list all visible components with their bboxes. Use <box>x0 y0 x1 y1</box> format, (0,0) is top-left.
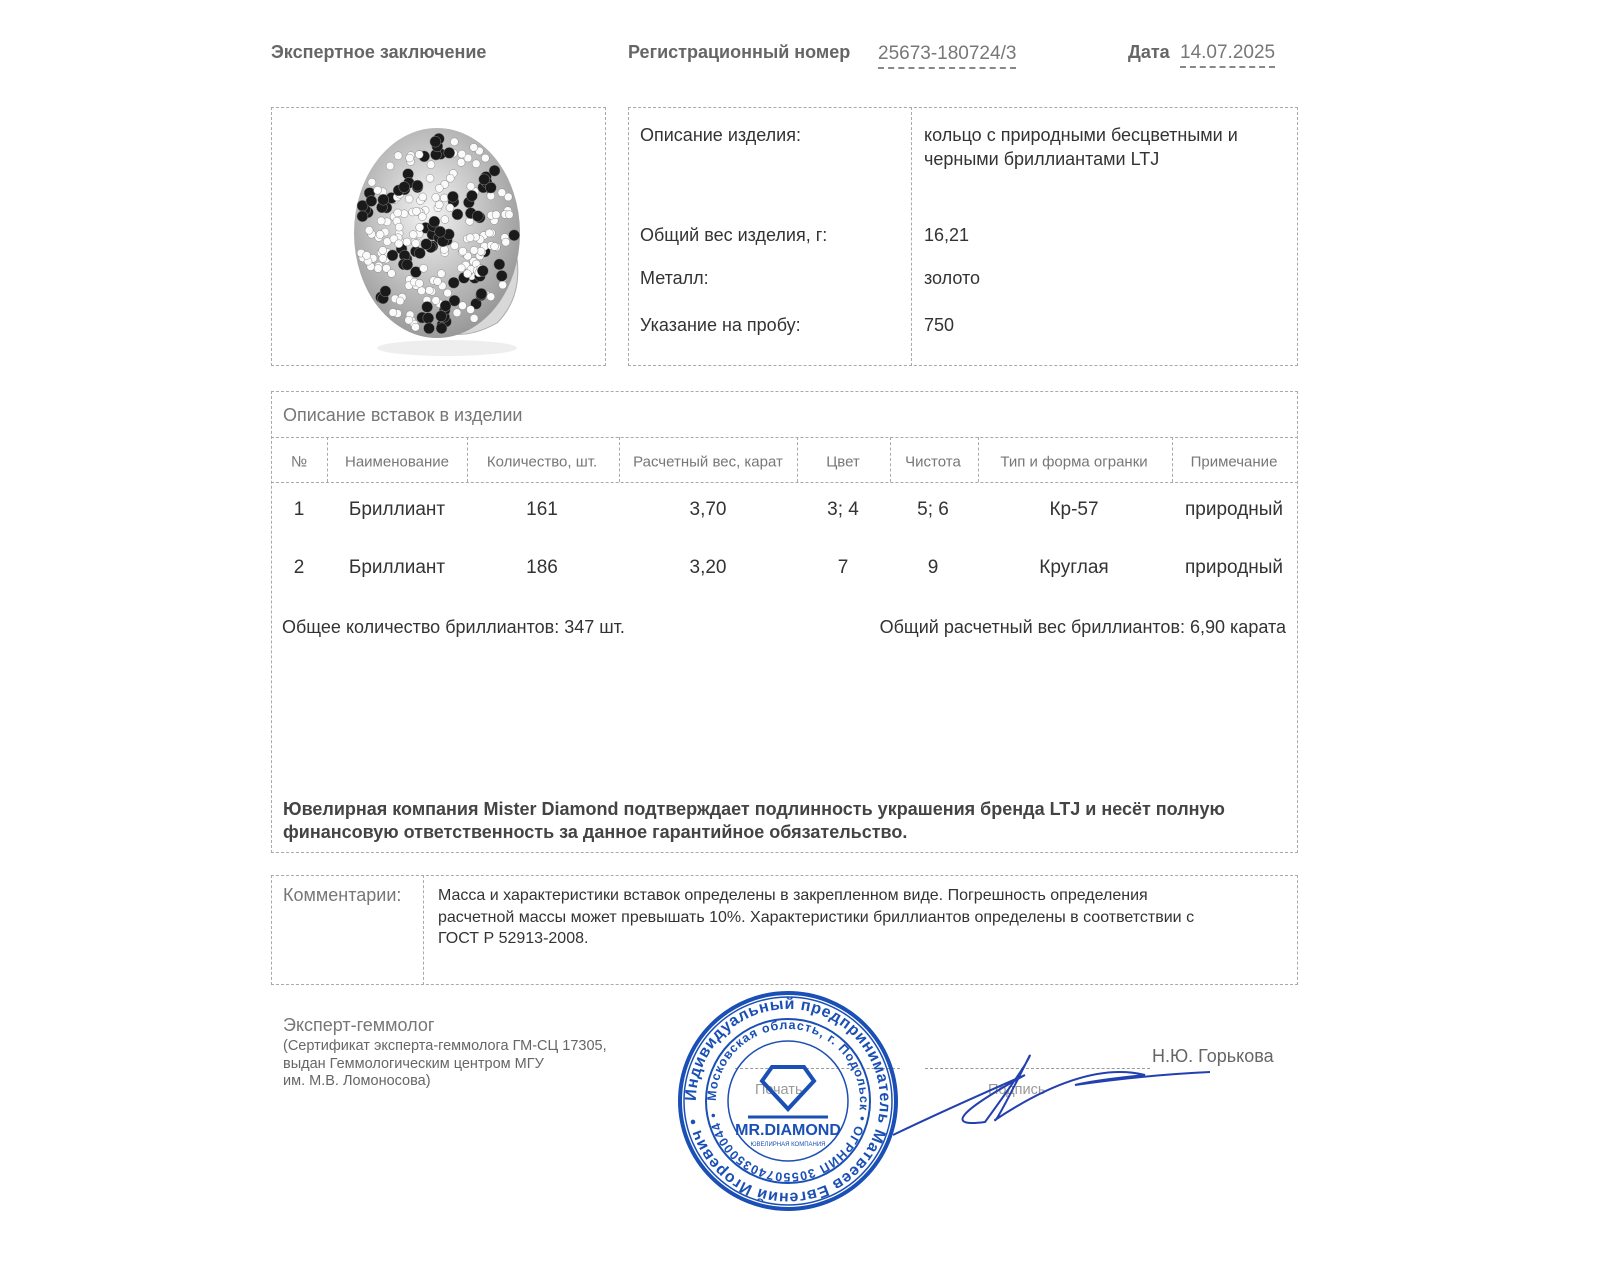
table-cell: 2 <box>293 557 305 578</box>
table-cell: Бриллиант <box>348 557 446 578</box>
date-label: Дата <box>1128 42 1170 62</box>
table-cell: 5; 6 <box>917 499 949 520</box>
table-cell: Бриллиант <box>348 499 446 520</box>
document-title: Экспертное заключение <box>271 42 487 62</box>
column-divider <box>890 437 891 482</box>
date-value: 14.07.2025 <box>1180 42 1275 68</box>
table-cell: 3,70 <box>689 499 727 520</box>
company-stamp <box>672 985 904 1217</box>
stamp-label: Печать <box>755 1082 803 1098</box>
column-header: Цвет <box>826 453 860 471</box>
table-cell: 3,20 <box>689 557 727 578</box>
hallmark-value: 750 <box>924 315 955 335</box>
column-header: № <box>290 453 308 471</box>
svg-text:Индивидуальный предприниматель: Индивидуальный предприниматель Матвеев Евгений Игоревич • <box>682 995 894 1207</box>
reg-number-label: Регистрационный номер <box>628 42 851 62</box>
description-value-1: кольцо с природными бесцветными и <box>924 125 1238 145</box>
table-cell: Круглая <box>1039 557 1109 578</box>
metal-value: золото <box>924 268 981 288</box>
column-header: Количество, шт. <box>486 453 598 471</box>
table-cell: природный <box>1184 557 1284 578</box>
product-photo-box <box>271 107 606 366</box>
comments-line-1: Масса и характеристики вставок определены в закрепленном виде. Погрешность определения <box>438 887 1148 904</box>
comments-line-2: расчетной массы может превышать 10%. Характеристики бриллиантов определены в соответствии с <box>438 909 1195 926</box>
hallmark-label: Указание на пробу: <box>640 315 801 335</box>
table-cell: 3; 4 <box>827 499 859 520</box>
svg-text:ЮВЕЛИРНАЯ КОМПАНИЯ: ЮВЕЛИРНАЯ КОМПАНИЯ <box>750 1142 826 1148</box>
description-value-2: черными бриллиантами LTJ <box>924 149 1160 169</box>
statement-line-1: Ювелирная компания Mister Diamond подтверждает подлинность украшения бренда LTJ и несёт полную <box>283 799 1225 819</box>
column-header: Наименование <box>345 453 449 471</box>
column-divider <box>797 437 798 482</box>
column-header: Примечание <box>1190 453 1278 471</box>
weight-value: 16,21 <box>924 225 970 245</box>
svg-text:MR.DIAMOND: MR.DIAMOND <box>735 1122 841 1139</box>
table-cell: 9 <box>927 557 939 578</box>
column-divider <box>619 437 620 482</box>
total-count: Общее количество бриллиантов: 347 шт. <box>282 617 625 637</box>
comments-line-3: ГОСТ Р 52913-2008. <box>438 930 589 947</box>
svg-text:Московская область, г. Подольс: Московская область, г. Подольск • ОГРНИП 305507403500044 • <box>704 1017 872 1185</box>
table-cell: Кр-57 <box>1049 499 1099 520</box>
column-header: Расчетный вес, карат <box>633 453 783 471</box>
signature <box>885 1040 1225 1140</box>
comments-label: Комментарии: <box>283 885 402 905</box>
table-cell: 161 <box>526 499 558 520</box>
weight-label: Общий вес изделия, г: <box>640 225 828 245</box>
expert-title: Эксперт-геммолог <box>283 1015 435 1035</box>
expert-cert-2: выдан Геммологическим центром МГУ <box>283 1056 544 1072</box>
table-cell: 7 <box>837 557 849 578</box>
statement-line-2: финансовую ответственность за данное гарантийное обязательство. <box>283 822 908 842</box>
column-divider <box>467 437 468 482</box>
inserts-title: Описание вставок в изделии <box>283 405 523 425</box>
column-divider <box>327 437 328 482</box>
table-cell: 1 <box>293 499 305 520</box>
column-divider <box>978 437 979 482</box>
column-divider <box>1172 437 1173 482</box>
column-header: Тип и форма огранки <box>1000 453 1148 471</box>
table-cell: 186 <box>526 557 558 578</box>
expert-cert-1: (Сертификат эксперта-геммолога ГМ-СЦ 17305, <box>283 1038 607 1054</box>
signature-label: Подпись <box>988 1082 1046 1098</box>
table-cell: природный <box>1184 499 1284 520</box>
ring-image <box>272 108 604 364</box>
description-label: Описание изделия: <box>640 125 801 145</box>
total-weight: Общий расчетный вес бриллиантов: 6,90 карата <box>879 617 1286 637</box>
metal-label: Металл: <box>640 268 709 288</box>
expert-name: Н.Ю. Горькова <box>1152 1046 1274 1066</box>
reg-number: 25673-180724/3 <box>878 43 1016 69</box>
expert-cert-3: им. М.В. Ломоносова) <box>283 1073 431 1089</box>
column-header: Чистота <box>905 453 961 471</box>
